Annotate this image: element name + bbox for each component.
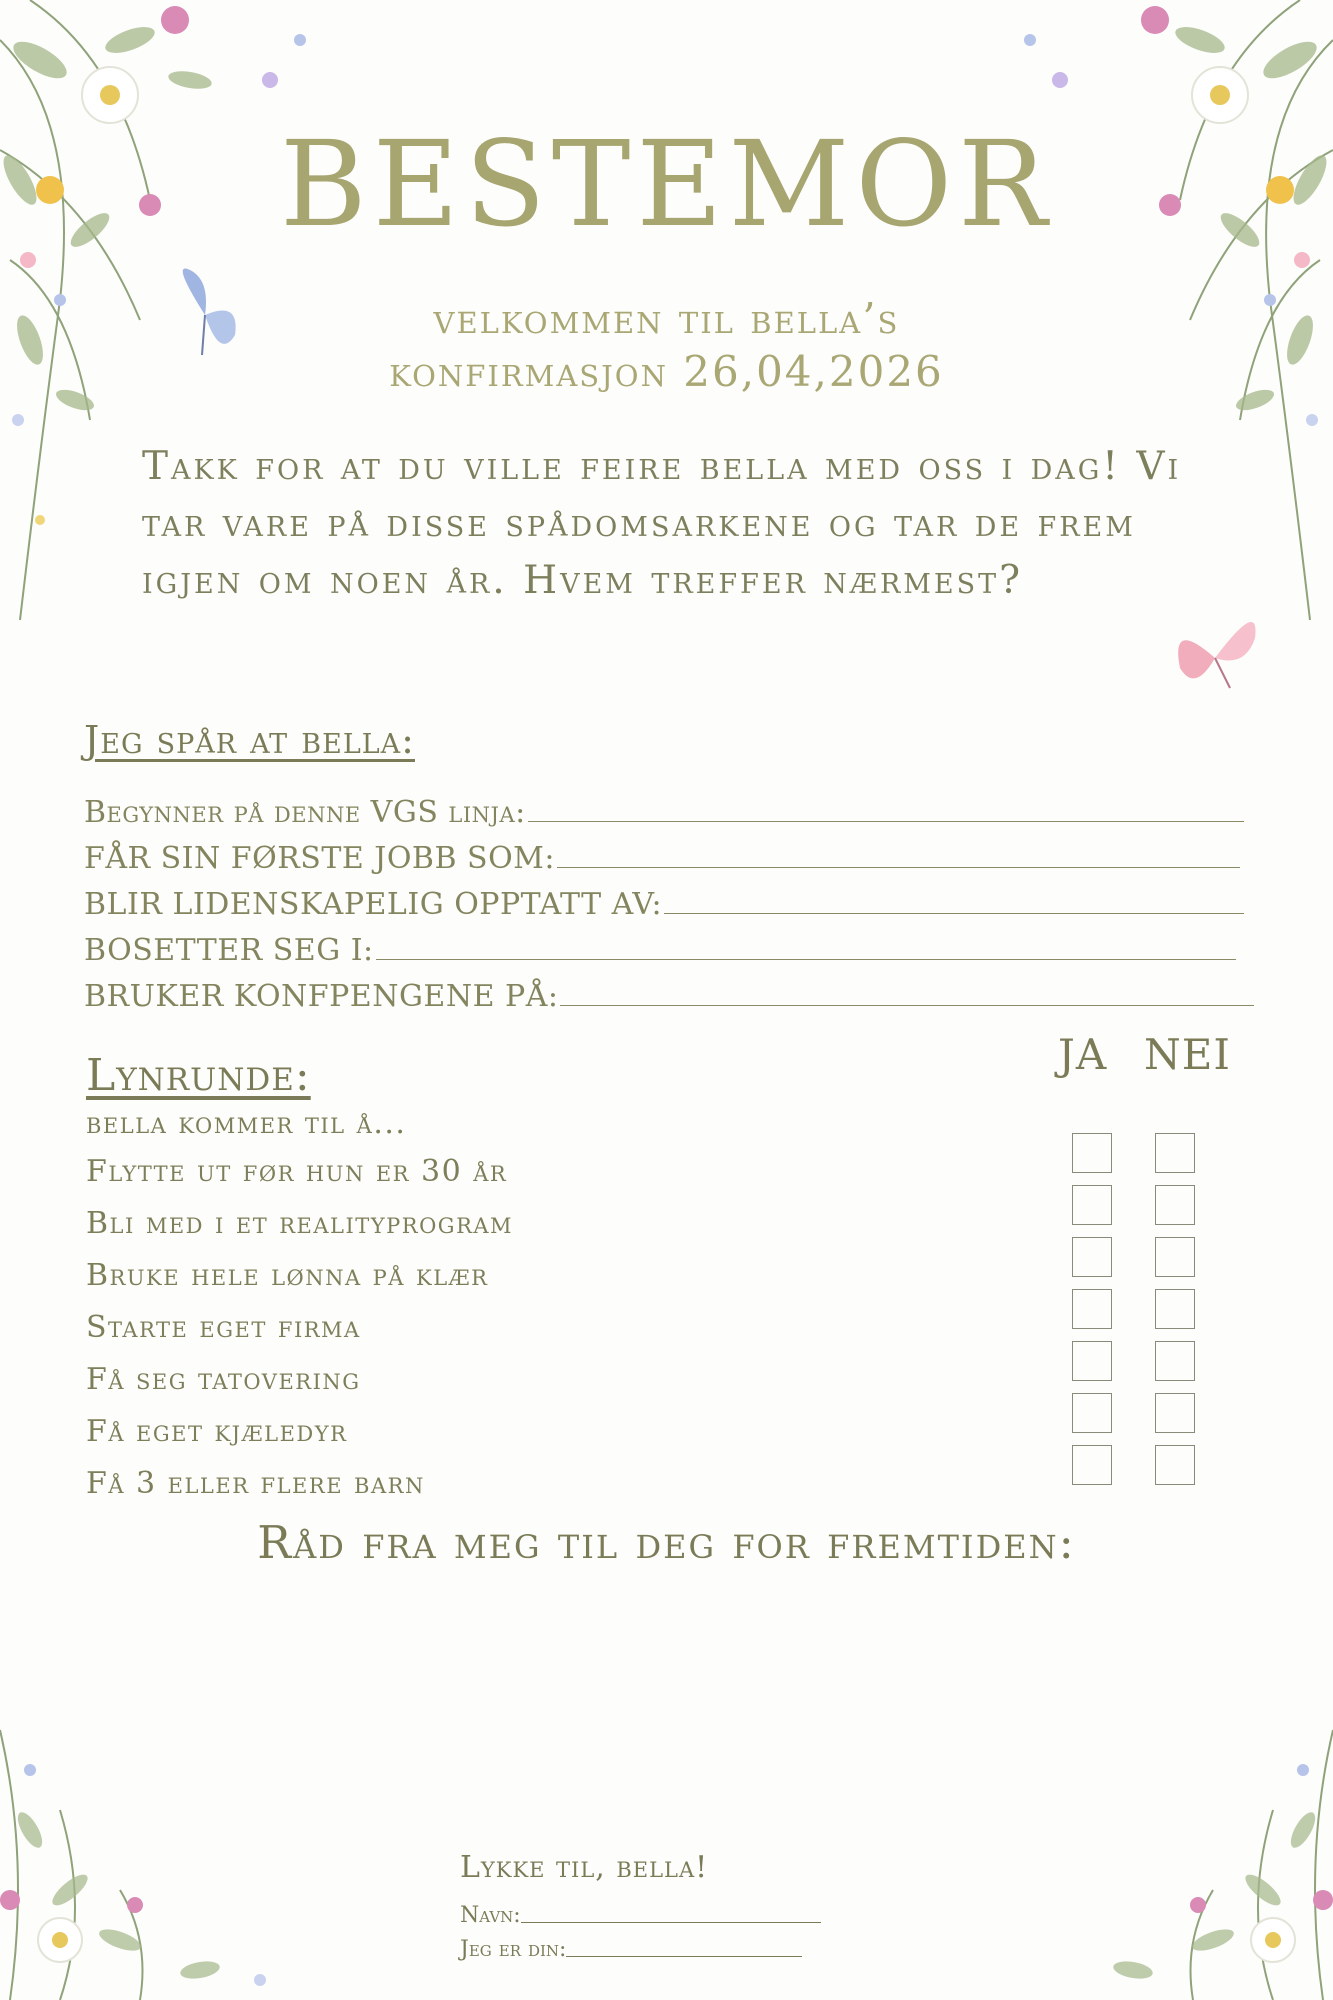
prediction-label: FÅR SIN FØRSTE JOBB SOM: — [84, 841, 556, 876]
predictions-heading: Jeg spår at bella: — [84, 718, 415, 762]
prediction-label: BRUKER KONFPENGENE PÅ: — [84, 979, 559, 1014]
no-checkbox[interactable] — [1155, 1237, 1195, 1277]
relation-row[interactable] — [460, 1928, 860, 1962]
prediction-row[interactable] — [84, 830, 1254, 876]
relation-label: Jeg er din: — [460, 1937, 567, 1962]
subtitle-line-1: velkommen til bella’s — [433, 294, 900, 343]
butterfly-pink-icon — [1160, 598, 1270, 698]
name-label: Navn: — [460, 1903, 521, 1928]
answer-line[interactable] — [528, 821, 1244, 822]
prediction-row[interactable] — [84, 922, 1254, 968]
prediction-label: BOSETTER SEG I: — [84, 933, 374, 968]
yes-checkbox[interactable] — [1072, 1133, 1112, 1173]
subtitle-line-2: konfirmasjon 26,04,2026 — [389, 347, 944, 396]
prediction-label: BLIR LIDENSKAPELIG OPPTATT AV: — [84, 887, 663, 922]
no-checkbox[interactable] — [1155, 1133, 1195, 1173]
answer-line[interactable] — [376, 959, 1236, 960]
intro-paragraph: Takk for at du ville feire bella med oss i dag! Vi tar vare på disse spådomsarkene og tar de frem igjen om noen år. Hvem treffer nærmest? — [142, 444, 1182, 603]
no-column-header: NEI — [1144, 1030, 1231, 1079]
yes-checkbox[interactable] — [1072, 1185, 1112, 1225]
prediction-row[interactable] — [84, 784, 1254, 830]
prediction-row[interactable] — [84, 876, 1254, 922]
no-checkbox[interactable] — [1155, 1185, 1195, 1225]
prediction-row[interactable] — [84, 968, 1254, 1014]
yes-checkbox[interactable] — [1072, 1341, 1112, 1381]
name-row[interactable] — [460, 1894, 860, 1928]
lynrunde-heading: Lynrunde: — [86, 1050, 311, 1101]
lynrunde-item: Starte eget firma — [86, 1310, 361, 1345]
lynrunde-item: Få seg tatovering — [86, 1362, 361, 1397]
yes-checkbox[interactable] — [1072, 1237, 1112, 1277]
answer-line[interactable] — [557, 867, 1240, 868]
yes-checkbox[interactable] — [1072, 1393, 1112, 1433]
lynrunde-item: Få eget kjæledyr — [86, 1414, 348, 1449]
no-checkbox[interactable] — [1155, 1445, 1195, 1485]
answer-line[interactable] — [664, 913, 1244, 914]
yes-checkbox[interactable] — [1072, 1289, 1112, 1329]
lynrunde-item: Bruke hele lønna på klær — [86, 1258, 489, 1293]
yes-column-header: JA — [1058, 1030, 1108, 1079]
prediction-label: Begynner på denne VGS linja: — [84, 795, 526, 830]
answer-line[interactable] — [560, 1005, 1254, 1006]
predictions-list — [84, 784, 1254, 1014]
lynrunde-intro: bella kommer til å... — [86, 1106, 407, 1141]
no-checkbox[interactable] — [1155, 1341, 1195, 1381]
lynrunde-item: Bli med i et realityprogram — [86, 1206, 514, 1241]
closing-greeting: Lykke til, bella! — [460, 1850, 709, 1885]
no-checkbox[interactable] — [1155, 1393, 1195, 1433]
lynrunde-item: Få 3 eller flere barn — [86, 1466, 425, 1501]
page-title: BESTEMOR — [280, 115, 1053, 253]
lynrunde-list — [86, 1102, 686, 1510]
relation-line[interactable] — [566, 1956, 802, 1957]
advice-writing-area[interactable] — [150, 1590, 1183, 1790]
lynrunde-item: Flytte ut før hun er 30 år — [86, 1154, 508, 1189]
yes-checkbox[interactable] — [1072, 1445, 1112, 1485]
advice-heading: Råd fra meg til deg for fremtiden: — [257, 1516, 1076, 1569]
name-line[interactable] — [521, 1922, 821, 1923]
no-checkbox[interactable] — [1155, 1289, 1195, 1329]
welcome-subtitle — [0, 292, 1333, 398]
footer-signature — [460, 1850, 860, 1962]
